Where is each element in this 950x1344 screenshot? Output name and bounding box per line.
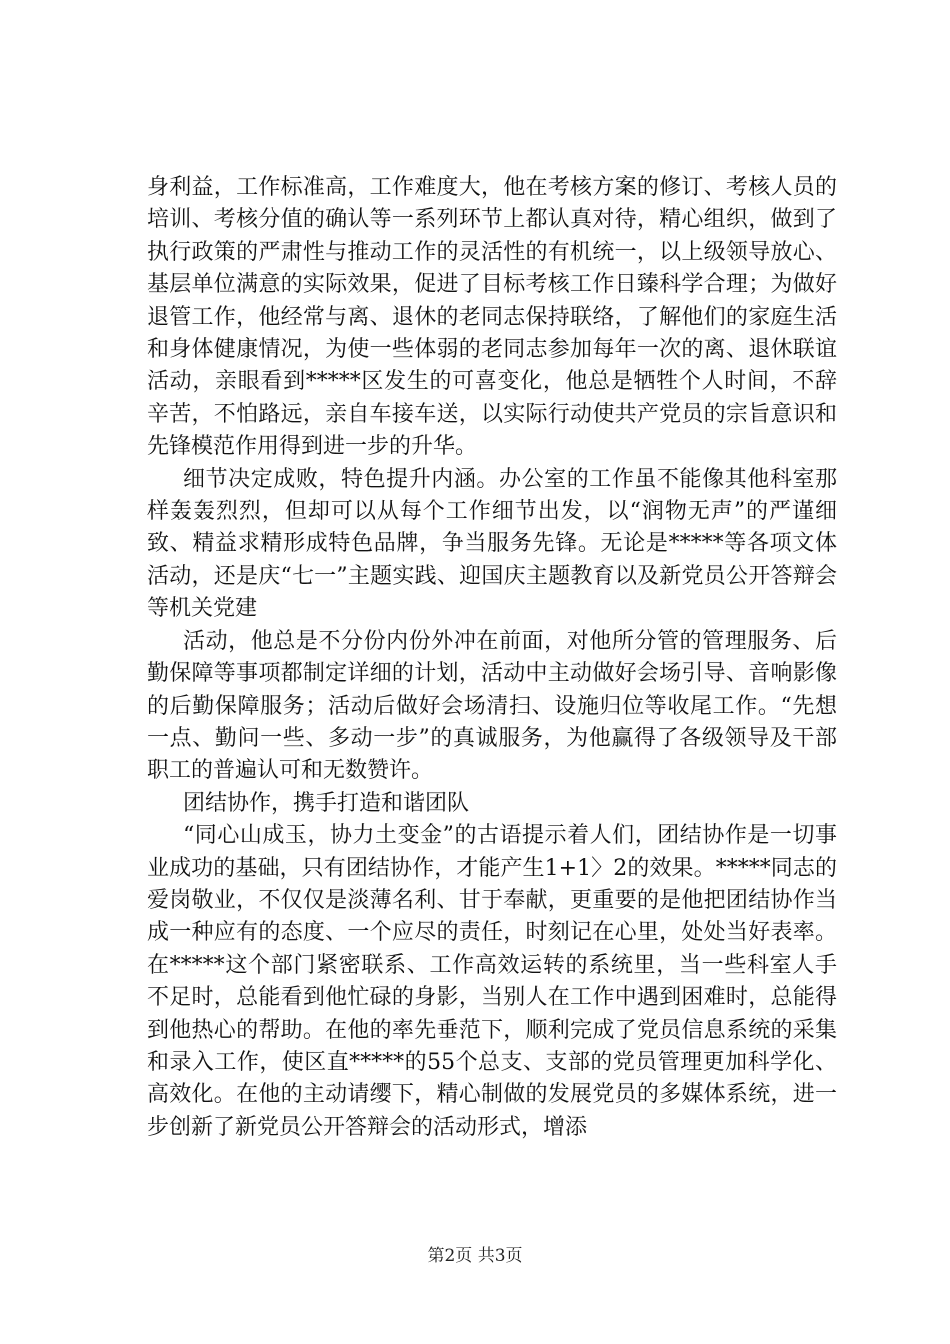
paragraph-2: 细节决定成败，特色提升内涵。办公室的工作虽不能像其他科室那样轰轰烈烈，但却可以从每个工作细节出发，以“润物无声”的严谨细致、精益求精形成特色品牌，争当服务先锋。无论是*****等各项文体活动，还是庆“七一”主题实践、迎国庆主题教育以及新党员公开答辩会等机关党建 <box>147 466 837 622</box>
paragraph-1: 身利益，工作标准高，工作难度大，他在考核方案的修订、考核人员的培训、考核分值的确认等一系列环节上都认真对待，精心组织，做到了执行政策的严肃性与推动工作的灵活性的有机统一，以上级领导放心、基层单位满意的实际效果，促进了目标考核工作日臻科学合理；为做好退管工作，他经常与离、退休的老同志保持联络，了解他们的家庭生活和身体健康情况，为使一些体弱的老同志参加每年一次的离、退休联谊活动，亲眼看到*****区发生的可喜变化，他总是牺牲个人时间，不辞辛苦，不怕路远，亲自车接车送，以实际行动使共产党员的宗旨意识和先锋模范作用得到进一步的升华。 <box>147 175 837 460</box>
paragraph-4: “同心山成玉，协力土变金”的古语提示着人们，团结协作是一切事业成功的基础，只有团结协作，才能产生1+1〉2的效果。*****同志的爱岗敬业，不仅仅是淡薄名利、甘于奉献，更重要的是他把团结协作当成一种应有的态度、一个应尽的责任，时刻记在心里，处处当好表率。在*****这个部门紧密联系、工作高效运转的系统里，当一些科室人手不足时，总能看到他忙碌的身影，当别人在工作中遇到困难时，总能得到他热心的帮助。在他的率先垂范下，顺利完成了党员信息系统的采集和录入工作，使区直*****的55个总支、支部的党员管理更加科学化、高效化。在他的主动请缨下，精心制做的发展党员的多媒体系统，进一步创新了新党员公开答辩会的活动形式，增添 <box>147 823 837 1140</box>
page-number-footer: 第2页 共3页 <box>427 1246 523 1266</box>
document-body <box>147 172 837 1144</box>
paragraph-3: 活动，他总是不分份内份外冲在前面，对他所分管的管理服务、后勤保障等事项都制定详细的计划，活动中主动做好会场引导、音响影像的后勤保障服务；活动后做好会场清扫、设施归位等收尾工作。“先想一点、勤问一些、多动一步”的真诚服务，为他赢得了各级领导及干部职工的普遍认可和无数赞许。 <box>147 628 837 784</box>
section-heading: 团结协作，携手打造和谐团队 <box>183 790 470 816</box>
